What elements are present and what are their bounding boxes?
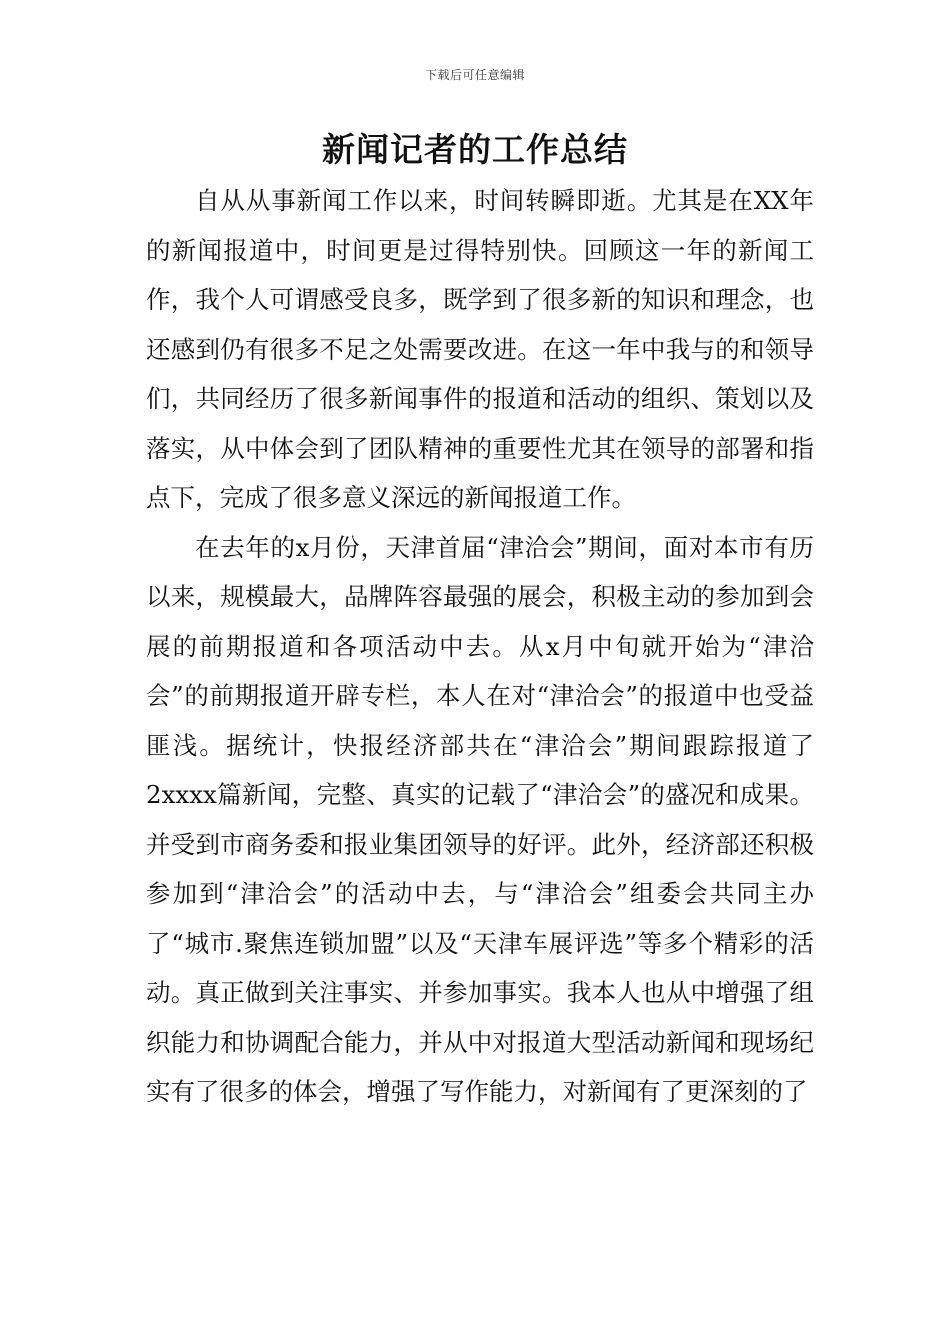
document-title: 新闻记者的工作总结 [322,130,628,169]
header-note: 下载后可任意编辑 [424,68,525,82]
paragraph-1: 自从从事新闻工作以来，时间转瞬即逝。尤其是在XX年的新闻报道中，时间更是过得特别快。回顾这一年的新闻工作，我个人可谓感受良多，既学到了很多新的知识和理念，也还感到仍有很多不足之处需要改进。在这一年中我与的和领导们，共同经历了很多新闻事件的报道和活动的组织、策划以及落实，从中体会到了团队精神的重要性尤其在领导的部署和指点下，完成了很多意义深远的新闻报道工作。 [146,186,814,512]
document-body [146,176,814,1117]
paragraph-2: 在去年的x月份，天津首届“津洽会”期间，面对本市有历以来，规模最大，品牌阵容最强的展会，积极主动的参加到会展的前期报道和各项活动中去。从x月中旬就开始为“津洽会”的前期报道开辟专栏，本人在对“津洽会”的报道中也受益匪浅。据统计，快报经济部共在“津洽会”期间跟踪报道了2xxxx篇新闻，完整、真实的记载了“津洽会”的盛况和成果。并受到市商务委和报业集团领导的好评。此外，经济部还积极参加到“津洽会”的活动中去，与“津洽会”组委会共同主办了“城市.聚焦连锁加盟”以及“天津车展评选”等多个精彩的活动。真正做到关注事实、并参加事实。我本人也从中增强了组织能力和协调配合能力，并从中对报道大型活动新闻和现场纪实有了很多的体会，增强了写作能力，对新闻有了更深刻的了 [146,532,814,1106]
